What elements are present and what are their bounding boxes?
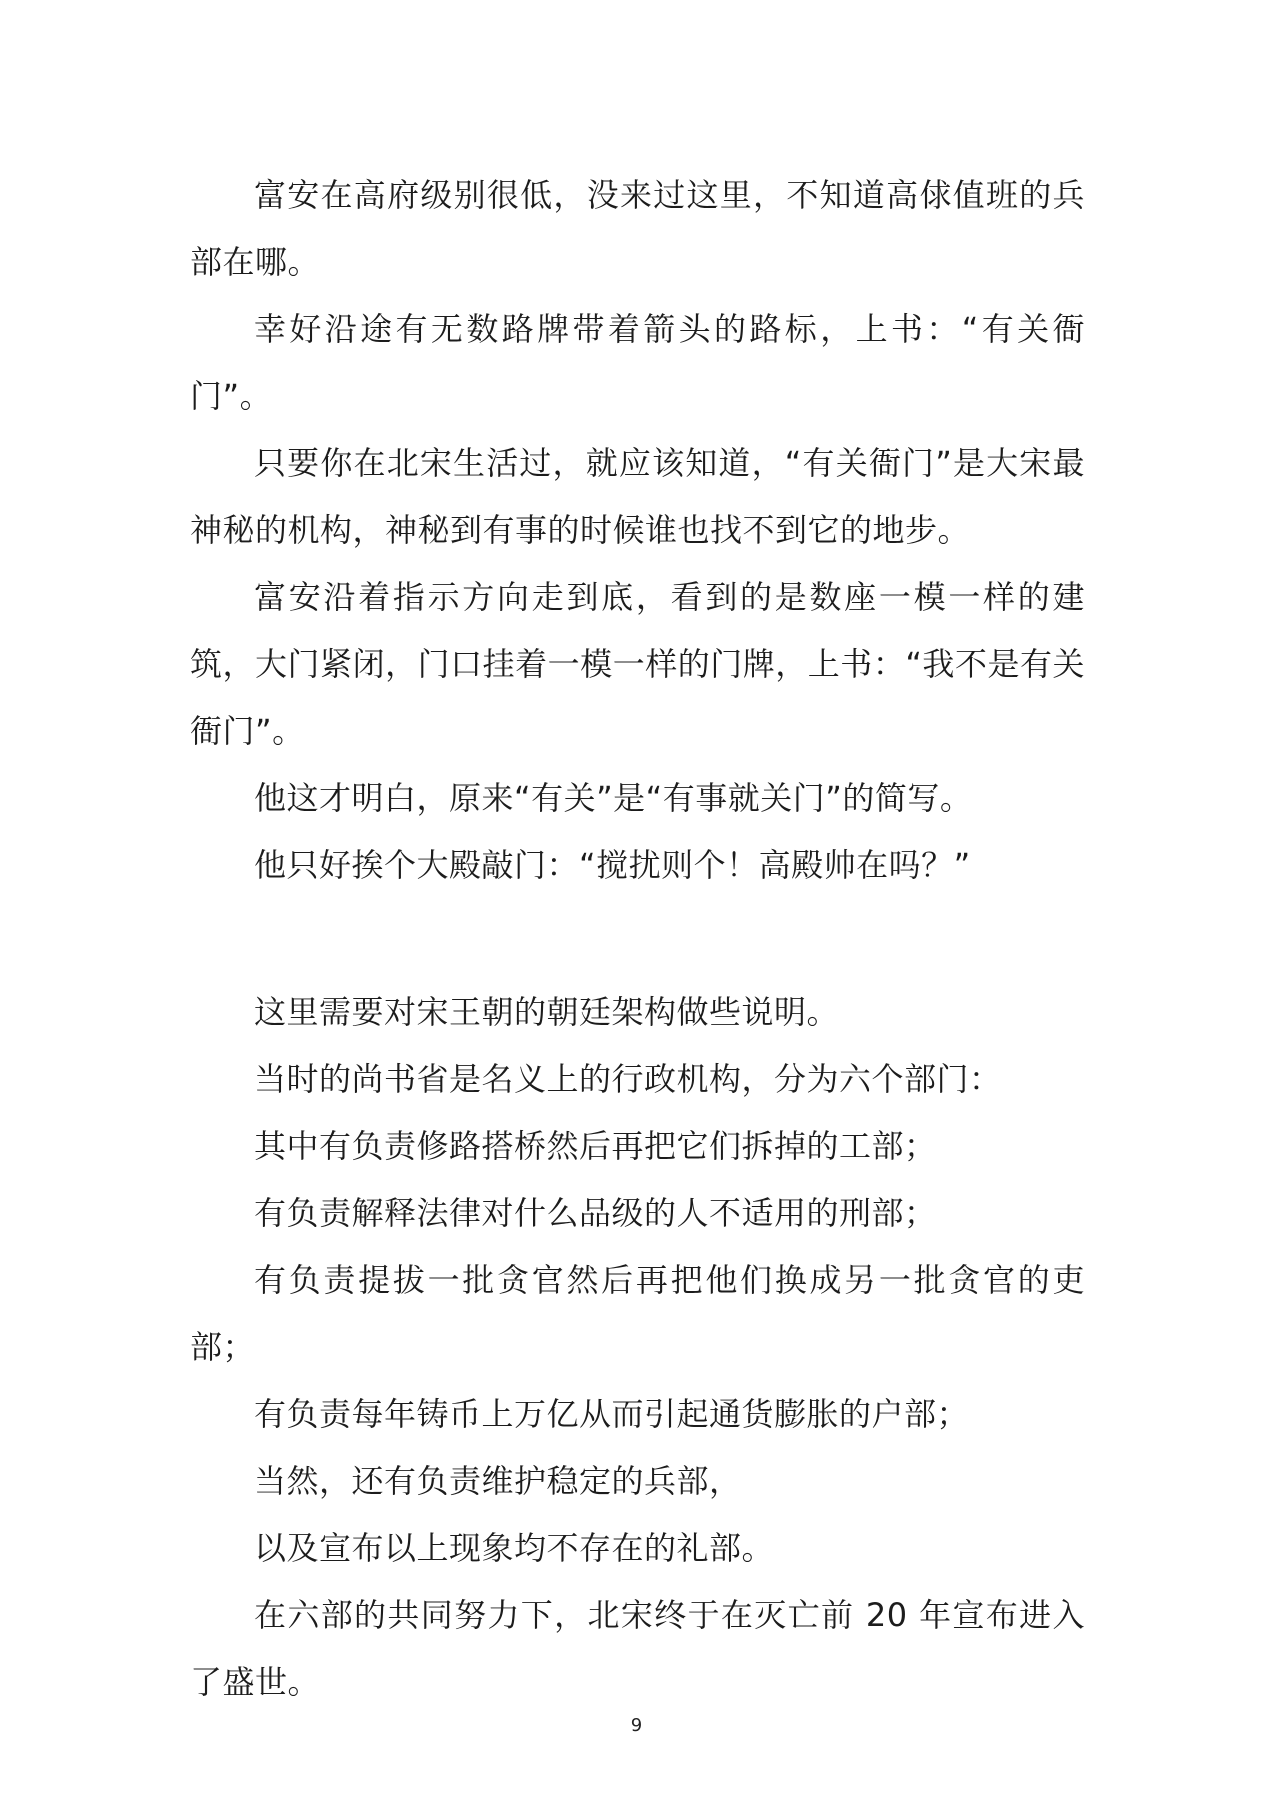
paragraph: 只要你在北宋生活过，就应该知道，“有关衙门”是大宋最神秘的机构，神秘到有事的时候谁也找不到它的地步。 [190, 444, 1085, 549]
paragraph: 他这才明白，原来“有关”是“有事就关门”的简写。 [254, 779, 973, 817]
paragraph: 有负责解释法律对什么品级的人不适用的刑部； [254, 1194, 937, 1232]
paragraph: 在六部的共同努力下，北宋终于在灭亡前 20 年宣布进入了盛世。 [190, 1596, 1085, 1701]
paragraph: 幸好沿途有无数路牌带着箭头的路标，上书：“有关衙门”。 [190, 310, 1085, 415]
document-body [190, 162, 1085, 1716]
paragraph: 其中有负责修路搭桥然后再把它们拆掉的工部； [254, 1127, 937, 1165]
paragraph: 有负责提拔一批贪官然后再把他们换成另一批贪官的吏部； [190, 1261, 1085, 1366]
paragraph: 他只好挨个大殿敲门：“搅扰则个！高殿帅在吗？” [254, 846, 971, 884]
section-break [190, 899, 1085, 979]
paragraph: 有负责每年铸币上万亿从而引起通货膨胀的户部； [254, 1395, 970, 1433]
paragraph: 富安在高府级别很低，没来过这里，不知道高俅值班的兵部在哪。 [190, 176, 1085, 281]
page-number: 9 [630, 1715, 643, 1736]
paragraph: 这里需要对宋王朝的朝廷架构做些说明。 [254, 993, 840, 1031]
paragraph: 富安沿着指示方向走到底，看到的是数座一模一样的建筑，大门紧闭，门口挂着一模一样的门牌，上书：“我不是有关衙门”。 [190, 578, 1085, 750]
paragraph: 当时的尚书省是名义上的行政机构，分为六个部门： [254, 1060, 1002, 1098]
paragraph: 以及宣布以上现象均不存在的礼部。 [254, 1529, 775, 1567]
paragraph: 当然，还有负责维护稳定的兵部， [254, 1462, 742, 1500]
